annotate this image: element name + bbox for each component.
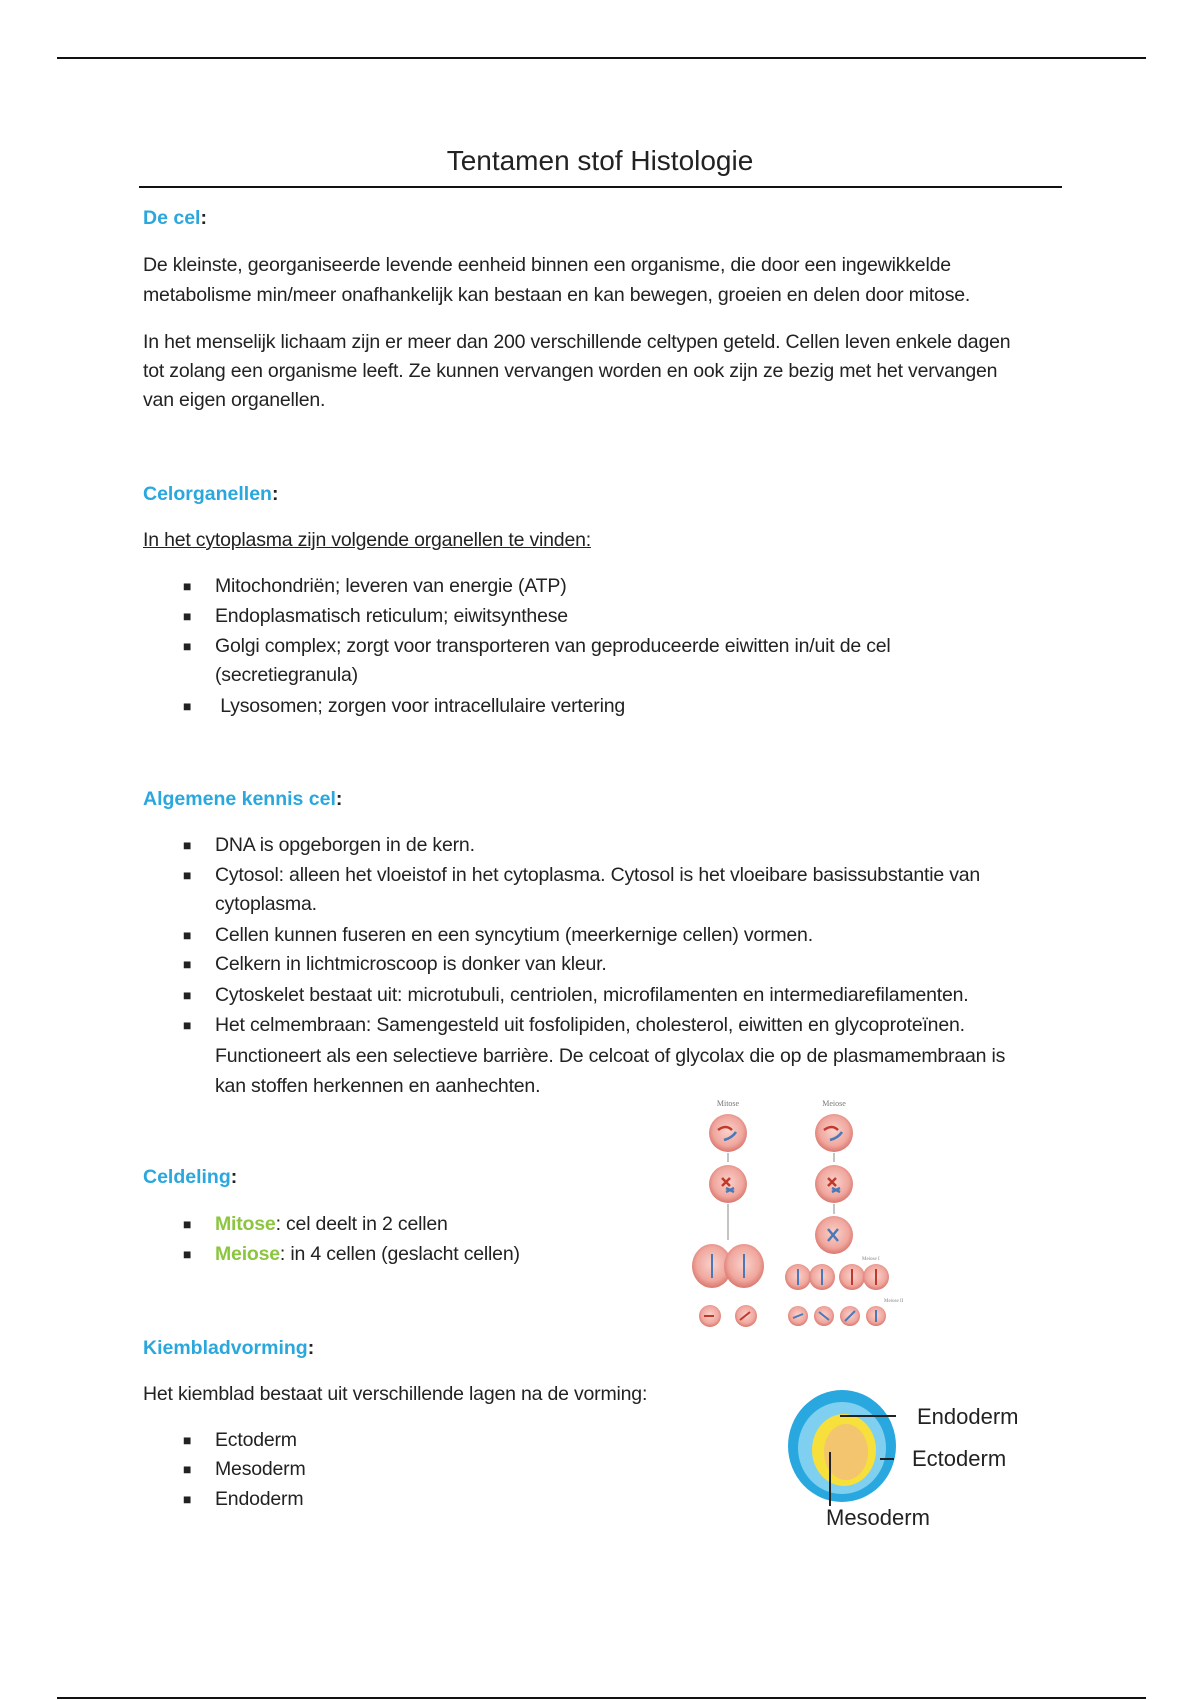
bullet-icon: ■ [183,1491,192,1507]
bullet-icon: ■ [183,927,192,943]
bullet-icon: ■ [183,1246,192,1262]
bullet-icon: ■ [183,1461,192,1477]
paragraph-line: In het menselijk lichaam zijn er meer dan 200 verschillende celtypen geteld. Cellen leven enkele dagen [143,331,1011,353]
list-item: Endoplasmatisch reticulum; eiwitsynthese [215,605,568,627]
mitose-cells [692,1114,764,1327]
label-meiose: Meiose [822,1099,846,1108]
heading-algemene-kennis: Algemene kennis cel: [143,788,343,810]
organellen-intro: In het cytoplasma zijn volgende organellen te vinden: [143,529,591,551]
label-mesoderm: Mesoderm [826,1505,930,1530]
heading-text: Celorganellen [143,483,272,505]
label-meiose-1: Meiose I [862,1257,880,1262]
list-item: Endoderm [215,1488,304,1510]
list-item: DNA is opgeborgen in de kern. [215,834,475,856]
bullet-icon: ■ [183,956,192,972]
bullet-icon: ■ [183,1432,192,1448]
bullet-icon: ■ [183,698,192,714]
list-item: Ectoderm [215,1429,297,1451]
bullet-icon: ■ [183,638,192,654]
heading-text: Algemene kennis cel [143,788,336,810]
paragraph-line: tot zolang een organisme leeft. Ze kunnen vervangen worden en ook zijn ze bezig met het vervangen [143,360,998,382]
bullet-icon: ■ [183,1017,192,1033]
mitose-meiose-diagram [674,1096,1046,1336]
paragraph-line: De kleinste, georganiseerde levende eenheid binnen een organisme, die door een ingewikkelde [143,254,951,276]
label-endoderm: Endoderm [917,1404,1019,1429]
title-underline [139,186,1062,188]
list-item-mitose [215,1210,448,1240]
footer-rule [57,1697,1146,1699]
germ-layers [788,1390,896,1502]
list-item: Mesoderm [215,1458,306,1480]
term-meiose: Meiose [215,1243,280,1265]
heading-text: Celdeling [143,1166,231,1188]
bullet-icon: ■ [183,1216,192,1232]
bullet-icon: ■ [183,608,192,624]
label-mitose: Mitose [716,1099,740,1108]
list-item: Lysosomen; zorgen voor intracellulaire vertering [215,695,626,717]
heading-celorganellen: Celorganellen: [143,483,279,505]
term-mitose: Mitose [215,1213,276,1235]
list-item-continuation: Functioneert als een selectieve barrière. De celcoat of glycolax die op de plasmamembraan is [215,1045,1006,1067]
paragraph-line: van eigen organellen. [143,389,326,411]
heading-de-cel: De cel: [143,207,207,229]
term-description: : cel deelt in 2 cellen [275,1213,448,1235]
list-item-continuation: cytoplasma. [215,893,317,915]
page-title: Tentamen stof Histologie [446,145,754,176]
list-item-continuation: (secretiegranula) [215,664,358,686]
bullet-icon: ■ [183,867,192,883]
heading-text: Kiembladvorming [143,1337,308,1359]
list-item: Cytoskelet bestaat uit: microtubuli, centriolen, microfilamenten en intermediarefilamenten. [215,984,969,1006]
paragraph-line: metabolisme min/meer onafhankelijk kan bestaan en kan bewegen, groeien en delen door mitose. [143,284,971,306]
bullet-icon: ■ [183,578,192,594]
kiemblad-intro: Het kiemblad bestaat uit verschillende lagen na de vorming: [143,1383,648,1405]
kiemblad-diagram [780,1384,1050,1544]
bullet-icon: ■ [183,987,192,1003]
heading-text: De cel [143,207,201,229]
heading-celdeling: Celdeling: [143,1166,238,1188]
list-item: Cellen kunnen fuseren en een syncytium (meerkernige cellen) vormen. [215,924,813,946]
header-rule [57,57,1146,59]
list-item: Celkern in lichtmicroscoop is donker van kleur. [215,953,607,975]
bullet-icon: ■ [183,837,192,853]
list-item: Mitochondriën; leveren van energie (ATP) [215,575,567,597]
heading-kiembladvorming: Kiembladvorming: [143,1337,315,1359]
list-item-continuation: kan stoffen herkennen en aanhechten. [215,1075,541,1097]
term-description: : in 4 cellen (geslacht cellen) [279,1243,520,1265]
meiose-cells [785,1114,889,1326]
label-ectoderm: Ectoderm [912,1446,1007,1471]
label-meiose-2: Meiose II [884,1299,904,1304]
list-item-meiose [215,1240,520,1270]
list-item: Cytosol: alleen het vloeistof in het cytoplasma. Cytosol is het vloeibare basissubstantie van [215,864,981,886]
list-item: Het celmembraan: Samengesteld uit fosfolipiden, cholesterol, eiwitten en glycoproteïnen. [215,1014,965,1036]
list-item: Golgi complex; zorgt voor transporteren van geproduceerde eiwitten in/uit de cel [215,635,891,657]
